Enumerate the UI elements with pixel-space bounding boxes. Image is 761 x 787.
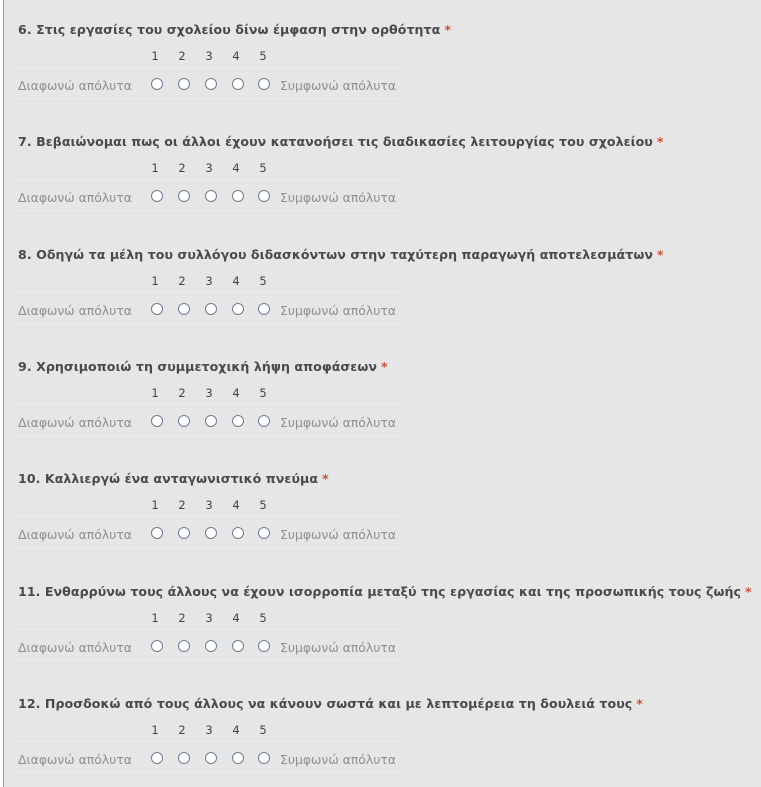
scale-number-5: 5 xyxy=(259,274,267,288)
rating-radio-5[interactable] xyxy=(258,415,270,427)
scale-number-3: 3 xyxy=(205,274,213,288)
required-asterisk: * xyxy=(744,584,752,599)
question-title-text: 11. Ενθαρρύνω τους άλλους να έχουν ισορροπία μεταξύ της εργασίας και της προσωπικής τους ζωής xyxy=(18,584,741,599)
scale-number-3: 3 xyxy=(205,49,213,63)
question-block xyxy=(4,112,760,212)
scale-number-4: 4 xyxy=(232,723,240,737)
scale-number-4: 4 xyxy=(232,498,240,512)
question-title xyxy=(18,584,752,599)
rating-radio-5[interactable] xyxy=(258,640,270,652)
rating-radio-3[interactable] xyxy=(205,415,217,427)
rating-radio-4[interactable] xyxy=(232,415,244,427)
rating-scale-row xyxy=(16,292,406,324)
scale-number-5: 5 xyxy=(259,723,267,737)
rating-scale-row xyxy=(16,629,406,661)
scale-number-3: 3 xyxy=(205,161,213,175)
scale-number-1: 1 xyxy=(151,723,159,737)
scale-number-1: 1 xyxy=(151,386,159,400)
scale-min-label: Διαφωνώ απόλυτα xyxy=(18,640,132,655)
scale-number-5: 5 xyxy=(259,161,267,175)
scale-number-2: 2 xyxy=(178,611,186,625)
rating-radio-1[interactable] xyxy=(151,752,163,764)
scale-number-1: 1 xyxy=(151,611,159,625)
scale-number-3: 3 xyxy=(205,723,213,737)
question-title xyxy=(18,247,664,262)
question-block xyxy=(4,225,760,325)
scale-number-5: 5 xyxy=(259,498,267,512)
scale-number-5: 5 xyxy=(259,49,267,63)
scale-number-1: 1 xyxy=(151,161,159,175)
rating-radio-1[interactable] xyxy=(151,190,163,202)
scale-number-2: 2 xyxy=(178,723,186,737)
rating-radio-2[interactable] xyxy=(178,752,190,764)
rating-radio-3[interactable] xyxy=(205,752,217,764)
question-title xyxy=(18,696,643,711)
scale-max-label: Συμφωνώ απόλυτα xyxy=(280,527,397,542)
scale-min-label: Διαφωνώ απόλυτα xyxy=(18,415,132,430)
rating-radio-3[interactable] xyxy=(205,640,217,652)
rating-radio-3[interactable] xyxy=(205,190,217,202)
scale-min-label: Διαφωνώ απόλυτα xyxy=(18,190,132,205)
question-title-text: 6. Στις εργασίες του σχολείου δίνω έμφαση στην ορθότητα xyxy=(18,22,441,37)
rating-radio-2[interactable] xyxy=(178,303,190,315)
question-title-text: 10. Καλλιεργώ ένα ανταγωνιστικό πνεύμα xyxy=(18,471,319,486)
rating-radio-1[interactable] xyxy=(151,303,163,315)
scale-number-2: 2 xyxy=(178,274,186,288)
required-asterisk: * xyxy=(656,247,664,262)
scale-max-label: Συμφωνώ απόλυτα xyxy=(280,78,397,93)
scale-number-3: 3 xyxy=(205,498,213,512)
scale-number-4: 4 xyxy=(232,49,240,63)
rating-radio-1[interactable] xyxy=(151,640,163,652)
question-block xyxy=(4,337,760,437)
question-block xyxy=(4,562,760,662)
scale-min-label: Διαφωνώ απόλυτα xyxy=(18,527,132,542)
question-title-text: 7. Βεβαιώνομαι πως οι άλλοι έχουν κατανοήσει τις διαδικασίες λειτουργίας του σχολείου xyxy=(18,134,653,149)
scale-number-2: 2 xyxy=(178,498,186,512)
rating-scale-row xyxy=(16,179,406,211)
scale-max-label: Συμφωνώ απόλυτα xyxy=(280,752,397,767)
scale-min-label: Διαφωνώ απόλυτα xyxy=(18,752,132,767)
scale-max-label: Συμφωνώ απόλυτα xyxy=(280,190,397,205)
scale-number-2: 2 xyxy=(178,49,186,63)
rating-radio-4[interactable] xyxy=(232,190,244,202)
rating-radio-4[interactable] xyxy=(232,640,244,652)
rating-radio-5[interactable] xyxy=(258,752,270,764)
rating-radio-4[interactable] xyxy=(232,527,244,539)
rating-radio-4[interactable] xyxy=(232,303,244,315)
scale-max-label: Συμφωνώ απόλυτα xyxy=(280,415,397,430)
scale-number-5: 5 xyxy=(259,386,267,400)
scale-number-2: 2 xyxy=(178,386,186,400)
question-title xyxy=(18,22,451,37)
question-block xyxy=(4,0,760,100)
rating-radio-1[interactable] xyxy=(151,527,163,539)
rating-radio-2[interactable] xyxy=(178,527,190,539)
rating-scale-row xyxy=(16,404,406,436)
rating-radio-4[interactable] xyxy=(232,78,244,90)
rating-radio-2[interactable] xyxy=(178,640,190,652)
scale-number-3: 3 xyxy=(205,611,213,625)
question-title xyxy=(18,471,329,486)
scale-number-3: 3 xyxy=(205,386,213,400)
rating-radio-2[interactable] xyxy=(178,190,190,202)
scale-number-4: 4 xyxy=(232,161,240,175)
question-block xyxy=(4,449,760,549)
scale-number-1: 1 xyxy=(151,274,159,288)
scale-number-4: 4 xyxy=(232,386,240,400)
required-asterisk: * xyxy=(656,134,664,149)
question-title xyxy=(18,359,388,374)
question-title-text: 8. Οδηγώ τα μέλη του συλλόγου διδασκόντων στην ταχύτερη παραγωγή αποτελεσμάτων xyxy=(18,247,653,262)
required-asterisk: * xyxy=(322,471,329,486)
rating-radio-5[interactable] xyxy=(258,78,270,90)
rating-radio-4[interactable] xyxy=(232,752,244,764)
question-block xyxy=(4,674,760,774)
survey-form-panel xyxy=(3,0,761,787)
scale-min-label: Διαφωνώ απόλυτα xyxy=(18,303,132,318)
question-title xyxy=(18,134,664,149)
rating-scale-row xyxy=(16,741,406,773)
rating-radio-3[interactable] xyxy=(205,527,217,539)
required-asterisk: * xyxy=(380,359,388,374)
scale-min-label: Διαφωνώ απόλυτα xyxy=(18,78,132,93)
rating-radio-2[interactable] xyxy=(178,415,190,427)
rating-radio-3[interactable] xyxy=(205,78,217,90)
scale-number-2: 2 xyxy=(178,161,186,175)
required-asterisk: * xyxy=(636,696,643,711)
rating-radio-1[interactable] xyxy=(151,415,163,427)
scale-number-4: 4 xyxy=(232,611,240,625)
rating-scale-row xyxy=(16,516,406,548)
scale-number-4: 4 xyxy=(232,274,240,288)
rating-radio-3[interactable] xyxy=(205,303,217,315)
rating-radio-5[interactable] xyxy=(258,190,270,202)
scale-number-1: 1 xyxy=(151,49,159,63)
scale-number-1: 1 xyxy=(151,498,159,512)
scale-max-label: Συμφωνώ απόλυτα xyxy=(280,303,397,318)
question-title-text: 9. Χρησιμοποιώ τη συμμετοχική λήψη αποφάσεων xyxy=(18,359,377,374)
required-asterisk: * xyxy=(444,22,451,37)
rating-scale-row xyxy=(16,67,406,99)
rating-radio-1[interactable] xyxy=(151,78,163,90)
rating-radio-5[interactable] xyxy=(258,527,270,539)
rating-radio-2[interactable] xyxy=(178,78,190,90)
question-title-text: 12. Προσδοκώ από τους άλλους να κάνουν σωστά και με λεπτομέρεια τη δουλειά τους xyxy=(18,696,633,711)
rating-radio-5[interactable] xyxy=(258,303,270,315)
scale-max-label: Συμφωνώ απόλυτα xyxy=(280,640,397,655)
scale-number-5: 5 xyxy=(259,611,267,625)
